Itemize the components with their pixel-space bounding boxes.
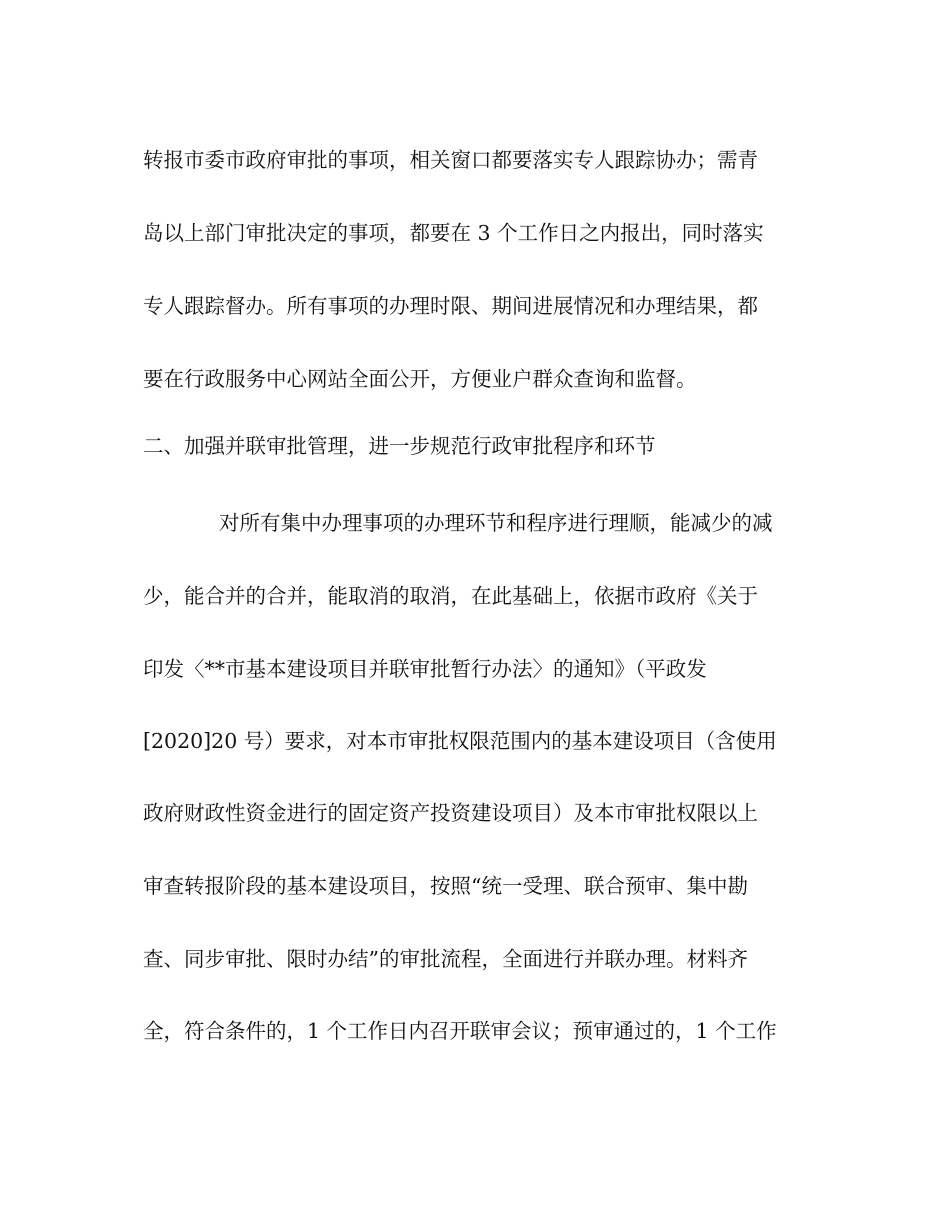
text-line-4: 要在行政服务中心网站全面公开，方便业户群众查询和监督。	[143, 367, 697, 391]
text-line-2: 岛以上部门审批决定的事项，都要在 3 个工作日之内报出，同时落实	[143, 221, 764, 245]
text-line-12: 查、同步审批、限时办结”的审批流程，全面进行并联办理。材料齐	[143, 947, 748, 971]
section-heading: 二、加强并联审批管理，进一步规范行政审批程序和环节	[143, 434, 656, 458]
text-line-6: 对所有集中办理事项的办理环节和程序进行理顺，能减少的减	[219, 511, 773, 535]
text-line-3: 专人跟踪督办。所有事项的办理时限、期间进展情况和办理结果，都	[143, 294, 758, 318]
text-line-13: 全，符合条件的，1 个工作日内召开联审会议；预审通过的，1 个工作	[143, 1019, 777, 1043]
text-line-1: 转报市委市政府审批的事项，相关窗口都要落实专人跟踪协办；需青	[143, 148, 758, 172]
text-line-11: 审查转报阶段的基本建设项目，按照“统一受理、联合预审、集中勘	[143, 874, 748, 898]
text-line-8: 印发〈**市基本建设项目并联审批暂行办法〉的通知》（平政发	[143, 657, 707, 681]
text-line-7: 少，能合并的合并，能取消的取消，在此基础上，依据市政府《关于	[143, 584, 758, 608]
text-line-9: [2020]20 号）要求，对本市审批权限范围内的基本建设项目（含使用	[143, 729, 777, 753]
text-line-10: 政府财政性资金进行的固定资产投资建设项目）及本市审批权限以上	[143, 801, 758, 825]
